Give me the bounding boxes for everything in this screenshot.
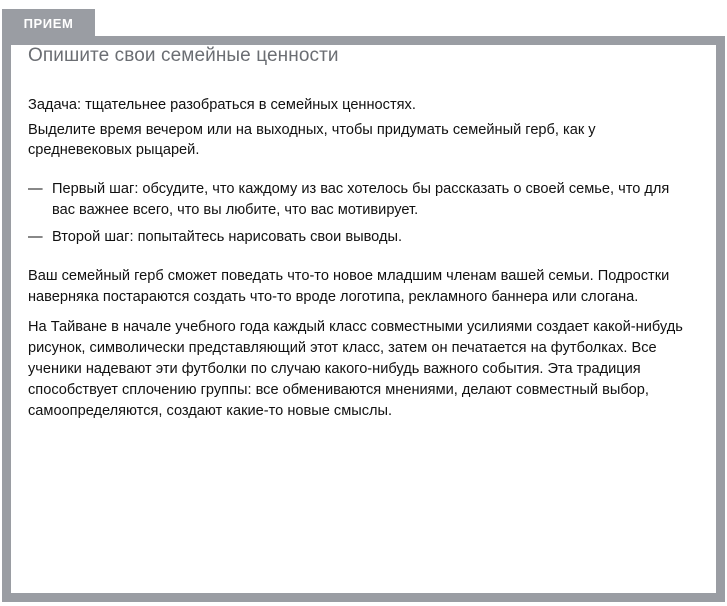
body-paragraph-crest: Ваш семейный герб сможет поведать что-то новое младшим членам вашей семьи. Подростки наверняка постараются создать что-то вроде логотипа, рекламного баннера или слогана. (28, 268, 670, 306)
steps-list (28, 179, 692, 248)
task-line: Задача: тщательнее разобраться в семейных ценностях. (28, 96, 416, 113)
body-paragraph-taiwan: На Тайване в начале учебного года каждый класс совместными усилиями создает какой-нибудь рисунок, символически представляющий этот класс, затем он печатается на футболках. Все ученики надевают эти футболки по случаю какого-нибудь важного события. Эта традиция способствует сплочению группы: все обмениваются мнениями, делают совместный выбор, самоопределяются, создают какие-то новые смыслы. (28, 319, 683, 420)
instruction-paragraph: Выделите время вечером или на выходных, чтобы придумать семейный герб, как у средневековых рыцарей. (28, 121, 596, 159)
list-item (28, 227, 692, 248)
dash-bullet-icon: — (28, 229, 43, 246)
dash-bullet-icon: — (28, 180, 43, 197)
list-item (28, 179, 692, 220)
list-item-text: Первый шаг: обсудите, что каждому из вас хотелось бы рассказать о своей семье, что для вас важнее всего, что вы любите, что вас мотивирует. (52, 180, 670, 218)
card-content (28, 45, 692, 422)
section-tab-label: ПРИЕМ (23, 16, 74, 31)
section-tab-priem (2, 9, 95, 38)
list-item-text: Второй шаг: попытайтесь нарисовать свои выводы. (52, 229, 403, 246)
page-title: Опишите свои семейные ценности (28, 45, 339, 66)
